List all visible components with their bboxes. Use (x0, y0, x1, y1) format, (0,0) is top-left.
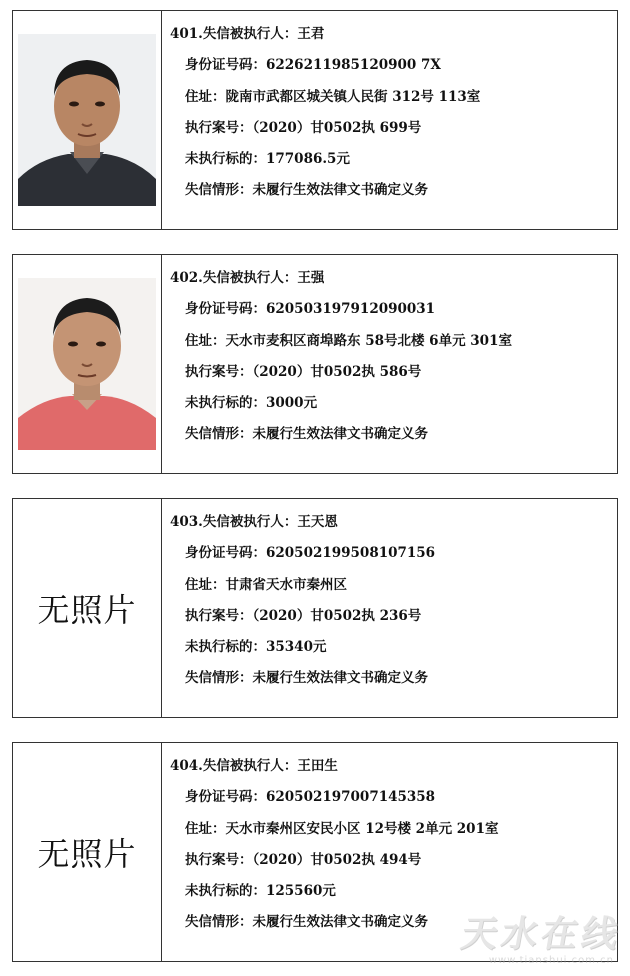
portrait-icon (18, 278, 156, 450)
record-id-number: 身份证号码：6226211985120900 7X (185, 57, 441, 74)
record-address: 住址：天水市麦积区商埠路东 58号北楼 6单元 301室 (185, 332, 512, 349)
record-card-401 (12, 10, 618, 230)
watermark-logo-text: 天水在线 (457, 914, 626, 955)
record-situation: 失信情形：未履行生效法律文书确定义务 (185, 670, 428, 687)
record-name: 403.失信被执行人：王天恩 (170, 514, 338, 530)
record-case-number: 执行案号：（2020）甘0502执 494号 (185, 851, 422, 868)
photo-cell (13, 743, 162, 961)
record-info (170, 507, 611, 695)
record-amount: 未执行标的：177086.5元 (185, 151, 350, 168)
record-situation: 失信情形：未履行生效法律文书确定义务 (185, 182, 428, 199)
record-name: 404.失信被执行人：王田生 (170, 758, 338, 774)
site-watermark (432, 906, 626, 966)
record-id-number: 身份证号码：620502199508107156 (185, 545, 436, 562)
no-photo-label: 无照片 (37, 835, 137, 873)
record-card-402 (12, 254, 618, 474)
record-amount: 未执行标的：125560元 (185, 883, 336, 900)
record-case-number: 执行案号：（2020）甘0502执 699号 (185, 119, 422, 136)
portrait-icon (18, 34, 156, 206)
record-address: 住址：甘肃省天水市秦州区 (185, 576, 347, 593)
record-situation: 失信情形：未履行生效法律文书确定义务 (185, 426, 428, 443)
person-photo (18, 34, 156, 206)
photo-cell (13, 11, 162, 229)
record-amount: 未执行标的：3000元 (185, 395, 318, 412)
record-situation: 失信情形：未履行生效法律文书确定义务 (185, 914, 428, 931)
person-photo (18, 278, 156, 450)
photo-cell (13, 255, 162, 473)
photo-cell (13, 499, 162, 717)
no-photo-label: 无照片 (37, 591, 137, 629)
watermark-url: www.tianshui.com.cn (488, 955, 614, 966)
record-address: 住址：天水市秦州区安民小区 12号楼 2单元 201室 (185, 820, 499, 837)
record-address: 住址：陇南市武都区城关镇人民街 312号 113室 (185, 88, 481, 105)
record-id-number: 身份证号码：620503197912090031 (185, 301, 436, 318)
record-name: 402.失信被执行人：王强 (170, 270, 325, 286)
record-info (170, 263, 611, 451)
record-card-403 (12, 498, 618, 718)
record-info (170, 19, 611, 207)
record-id-number: 身份证号码：620502197007145358 (185, 789, 436, 806)
record-amount: 未执行标的：35340元 (185, 639, 327, 656)
record-name: 401.失信被执行人：王君 (170, 26, 325, 42)
record-case-number: 执行案号：（2020）甘0502执 586号 (185, 363, 422, 380)
record-case-number: 执行案号：（2020）甘0502执 236号 (185, 607, 422, 624)
